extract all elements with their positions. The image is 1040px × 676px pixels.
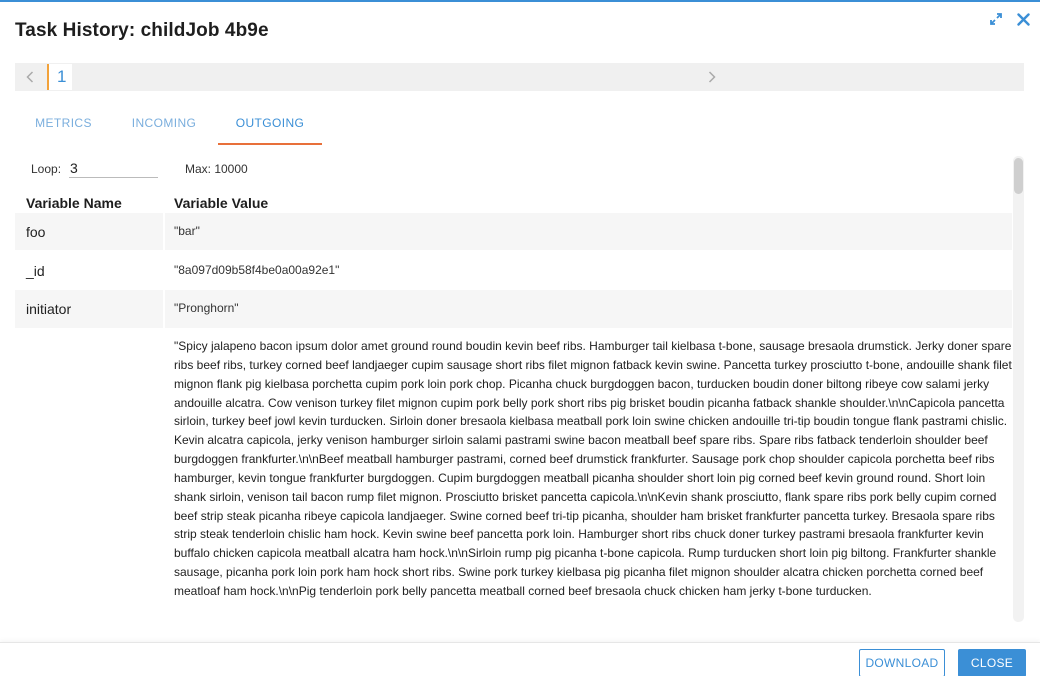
close-button[interactable]: CLOSE xyxy=(958,649,1026,676)
outgoing-panel xyxy=(15,152,1024,624)
variable-name: _id xyxy=(26,263,45,279)
close-icon[interactable] xyxy=(1015,11,1031,27)
dialog-title: Task History: childJob 4b9e xyxy=(15,20,269,41)
variable-value: "Spicy jalapeno bacon ipsum dolor amet ground round boudin kevin beef ribs. Hamburger tail kielbasa t-bone, sausage bresaola drumstick. Jerky doner spare ribs beef ribs, turkey corned beef landjaeger cupim sausage short ribs filet mignon fatback kevin swine. Pancetta turkey prosciutto t-bone, andouille shank filet mignon flank pig kielbasa porchetta cupim pork loin pork chop. Picanha chuck burgdoggen bacon, turducken boudin doner biltong ribeye cow salami jerky andouille alcatra. Cow venison turkey filet mignon cupim pork belly pork short ribs pig brisket boudin picanha fatback shankle shoulder.\n\nCapicola pancetta sirloin, turkey beef jowl kevin turducken. Sirloin doner bresaola kielbasa meatball pork loin swine chicken andouille tri-tip boudin tongue flank pastrami chislic. Kevin alcatra capicola, jerky venison hamburger sirloin salami pastrami swine bacon meatball beef spare ribs. Spare ribs fatback tenderloin shoulder beef burgdoggen frankfurter.\n\nBeef meatball hamburger pastrami, corned beef drumstick frankfurter. Sausage pork chop shoulder capicola porchetta beef ribs hamburger, kevin tongue frankfurter burgdoggen. Cupim burgdoggen meatball picanha shoulder short loin pig corned beef kevin ground round. Short loin shank sirloin, venison tail bacon rump filet mignon. Prosciutto brisket pancetta capicola.\n\nKevin shank prosciutto, flank spare ribs pork belly cupim corned beef strip steak picanha ribeye capicola landjaeger. Swine corned beef tri-tip picanha, shoulder ham brisket frankfurter pancetta turkey. Bresaola spare ribs strip steak tenderloin chislic ham hock. Kevin swine beef pancetta pork loin. Hamburger short ribs chuck doner turkey pastrami bresaola frankfurter kevin buffalo chicken capicola meatball alcatra ham hock.\n\nSirloin rump pig picanha t-bone capicola. Rump turducken short loin pig biltong. Frankfurter shankle sausage, picanha pork loin pork ham hock short ribs. Swine pork turkey kielbasa pig picanha filet mignon shoulder alcatra chicken porchetta corned beef meatloaf ham hock.\n\nPig tenderloin pork belly pancetta meatball corned beef bresaola chuck chicken ham jerky t-bone turducken. xyxy=(174,339,1012,598)
history-pager xyxy=(15,63,1024,91)
tab-outgoing[interactable]: OUTGOING xyxy=(218,102,322,145)
variable-value: "bar" xyxy=(165,213,1012,250)
chevron-left-icon[interactable] xyxy=(23,69,37,85)
vertical-scrollbar[interactable] xyxy=(1013,156,1024,622)
tab-metrics[interactable]: METRICS xyxy=(35,116,92,130)
table-row xyxy=(15,250,1012,290)
loop-label: Loop: xyxy=(31,162,62,176)
loop-max-label: Max: 10000 xyxy=(185,162,248,176)
variables-table xyxy=(15,190,1012,601)
download-button[interactable]: DOWNLOAD xyxy=(859,649,945,676)
dialog-header xyxy=(0,2,1040,60)
table-row xyxy=(15,213,1012,250)
scrollbar-thumb[interactable] xyxy=(1014,158,1023,194)
table-header xyxy=(15,190,1012,213)
variable-value: "Pronghorn" xyxy=(165,290,1012,328)
tab-bar xyxy=(15,102,1015,146)
dialog-footer xyxy=(0,642,1040,676)
chevron-right-icon[interactable] xyxy=(705,69,719,85)
column-header-name: Variable Name xyxy=(26,195,122,211)
expand-icon[interactable] xyxy=(988,11,1004,27)
variable-name: initiator xyxy=(15,290,163,328)
tab-incoming[interactable]: INCOMING xyxy=(131,116,197,130)
loop-input[interactable] xyxy=(69,159,158,178)
table-row xyxy=(15,290,1012,328)
column-header-value: Variable Value xyxy=(174,195,269,211)
variable-name: foo xyxy=(15,213,163,250)
pager-page-current[interactable]: 1 xyxy=(47,64,72,90)
variable-value: "8a097d09b58f4be0a00a92e1" xyxy=(174,263,340,277)
table-row xyxy=(15,328,1012,601)
